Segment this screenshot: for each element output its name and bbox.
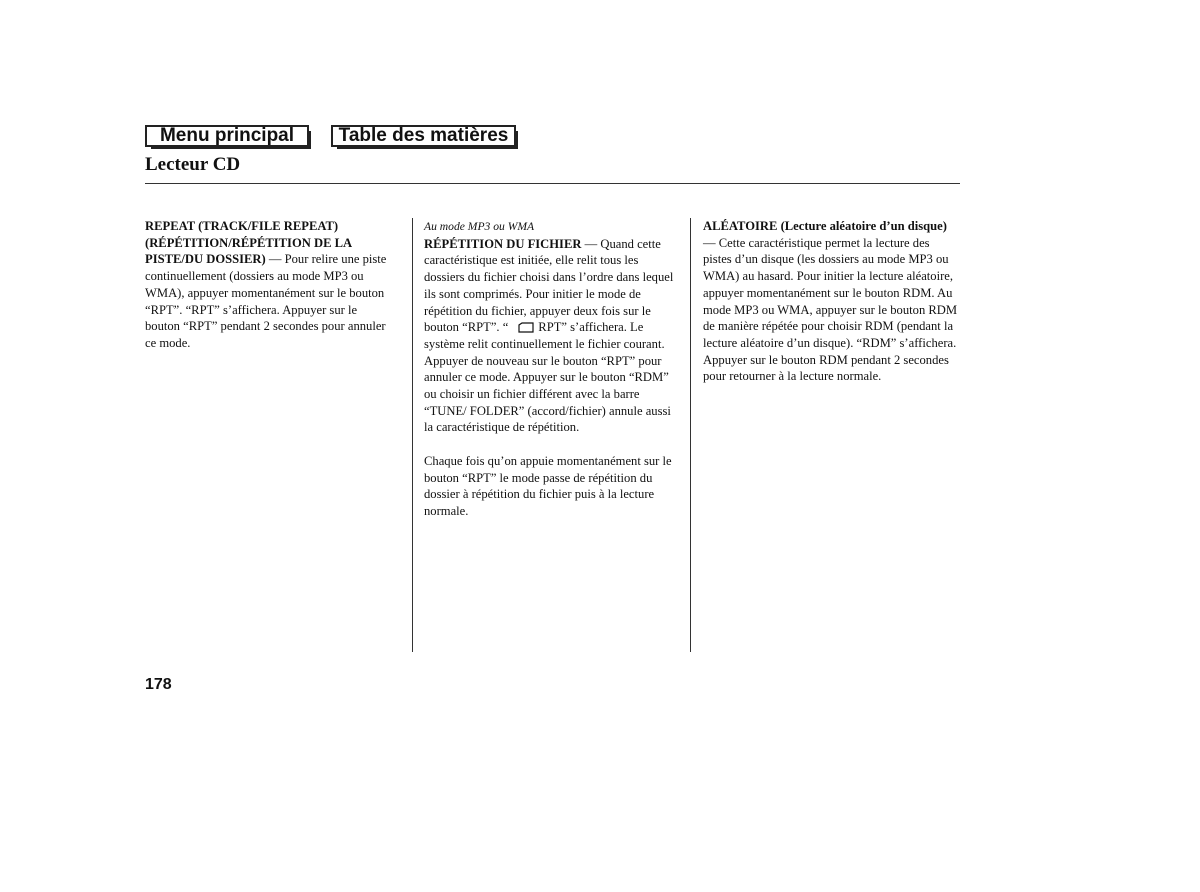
file-repeat-body-a: Quand cette caractéristique est initiée, elle relit tous les dossiers du fichier choisi dans l’ordre dans lequel ils sont comprimés. Pour initier le mode de répétition du fichier, appuyer deux fois sur le bouton “RPT”. “ — [424, 236, 674, 335]
column-random — [703, 218, 961, 385]
em-dash: — — [581, 236, 601, 251]
column-file-repeat — [424, 218, 682, 520]
column-repeat — [145, 218, 390, 352]
menu-principal-button[interactable]: Menu principal — [145, 125, 309, 147]
header-divider — [145, 183, 960, 184]
em-dash: — — [703, 235, 719, 250]
random-paragraph — [703, 218, 961, 385]
random-body: Cette caractéristique permet la lecture des pistes d’un disque (les dossiers au mode MP3 ou WMA) au hasard. Pour initier la lecture aléatoire, appuyer momentanément sur le bouton RDM. Au mode MP3 ou WMA, appuyer sur le bouton RDM de manière répétée pour choisir RDM (pendant la lecture aléatoire d’un disque). “RDM” s’affichera. Appuyer sur le bouton RDM pendant 2 secondes pour retourner à la lecture normale. — [703, 235, 958, 384]
random-heading: ALÉATOIRE (Lecture aléatoire d’un disque) — [703, 219, 947, 233]
column-divider-1 — [412, 218, 413, 652]
file-repeat-body-b: RPT” s’affichera. Le système relit continuellement le fichier courant. Appuyer de nouveau sur le bouton “RPT” pour annuler ce mode. Appuyer sur le bouton “RDM” ou choisir un fichier différent avec la barre “TUNE/ FOLDER” (accord/fichier) annule aussi la caractéristique de répétition. — [424, 320, 671, 435]
repeat-paragraph — [145, 218, 390, 352]
em-dash: — — [265, 252, 285, 267]
file-repeat-heading: RÉPÉTITION DU FICHIER — [424, 236, 582, 251]
mode-note: Au mode MP3 ou WMA — [424, 220, 535, 233]
file-repeat-paragraph-2: Chaque fois qu’on appuie momentanément sur le bouton “RPT” le mode passe de répétition du dossier à répétition du fichier puis à la lecture normale. — [424, 453, 672, 518]
section-title: Lecteur CD — [145, 154, 241, 175]
repeat-body: Pour relire une piste continuellement (dossiers au mode MP3 ou WMA), appuyer momentanément sur le bouton “RPT”. “RPT” s’affichera. Appuyer sur le bouton “RPT” pendant 2 secondes pour annuler ce mode. — [145, 252, 387, 350]
column-divider-2 — [690, 218, 691, 652]
repeat-heading: REPEAT (TRACK/FILE REPEAT) (RÉPÉTITION/RÉPÉTITION DE LA PISTE/DU DOSSIER) — [145, 219, 352, 267]
folder-icon — [518, 322, 534, 332]
table-des-matieres-button[interactable]: Table des matières — [331, 125, 516, 147]
file-repeat-paragraph — [424, 218, 682, 436]
page-number: 178 — [145, 676, 172, 693]
